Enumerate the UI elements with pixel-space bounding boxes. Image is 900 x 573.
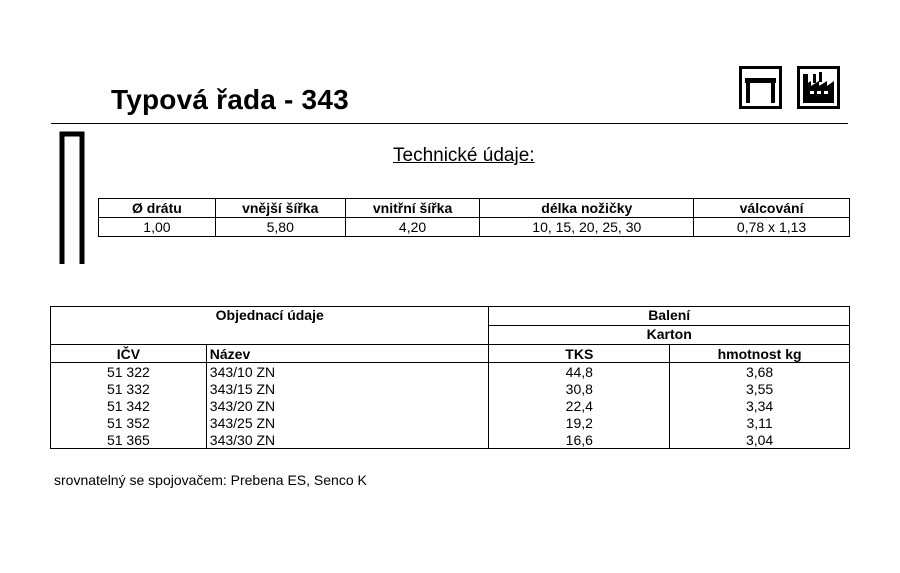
weight-cell: 3,04 [670, 431, 850, 449]
rolling-value: 0,78 x 1,13 [694, 218, 850, 237]
table-row [51, 414, 850, 431]
factory-icon [797, 66, 840, 109]
compatibility-note: srovnatelný se spojovačem: Prebena ES, Senco K [54, 472, 367, 488]
name-cell: 343/30 ZN [206, 431, 489, 449]
carton-header: Karton [489, 326, 850, 345]
icv-cell: 51 322 [51, 363, 207, 381]
packaging-header: Balení [489, 307, 850, 326]
table-row [51, 397, 850, 414]
order-table [50, 306, 850, 449]
technical-data-table [98, 198, 850, 237]
technical-header-row [99, 199, 850, 218]
col-wire-diameter: Ø drátu [99, 199, 216, 218]
tks-cell: 16,6 [489, 431, 670, 449]
col-tks: TKS [489, 345, 670, 363]
icv-cell: 51 342 [51, 397, 207, 414]
weight-cell: 3,55 [670, 380, 850, 397]
table-row [51, 431, 850, 449]
leg-length-value: 10, 15, 20, 25, 30 [480, 218, 694, 237]
col-icv: IČV [51, 345, 207, 363]
icv-cell: 51 352 [51, 414, 207, 431]
weight-cell: 3,34 [670, 397, 850, 414]
tks-cell: 19,2 [489, 414, 670, 431]
col-name: Název [206, 345, 489, 363]
tks-cell: 30,8 [489, 380, 670, 397]
table-row [51, 363, 850, 381]
col-leg-length: délka nožičky [480, 199, 694, 218]
weight-cell: 3,68 [670, 363, 850, 381]
col-inner-width: vnitřní šířka [345, 199, 480, 218]
page-title: Typová řada - 343 [111, 84, 349, 115]
tks-cell: 22,4 [489, 397, 670, 414]
technical-data-title: Technické údaje: [393, 145, 535, 166]
col-rolling: válcování [694, 199, 850, 218]
col-weight: hmotnost kg [670, 345, 850, 363]
icv-cell: 51 365 [51, 431, 207, 449]
table-row [51, 380, 850, 397]
title-divider [51, 123, 848, 124]
table-icon [739, 66, 782, 109]
order-data-header: Objednací údaje [51, 307, 489, 345]
technical-value-row [99, 218, 850, 237]
outer-width-value: 5,80 [215, 218, 345, 237]
name-cell: 343/20 ZN [206, 397, 489, 414]
col-outer-width: vnější šířka [215, 199, 345, 218]
inner-width-value: 4,20 [345, 218, 480, 237]
staple-icon [54, 128, 90, 268]
icv-cell: 51 332 [51, 380, 207, 397]
weight-cell: 3,11 [670, 414, 850, 431]
name-cell: 343/25 ZN [206, 414, 489, 431]
wire-diameter-value: 1,00 [99, 218, 216, 237]
name-cell: 343/10 ZN [206, 363, 489, 381]
order-column-header-row [51, 345, 850, 363]
name-cell: 343/15 ZN [206, 380, 489, 397]
tks-cell: 44,8 [489, 363, 670, 381]
